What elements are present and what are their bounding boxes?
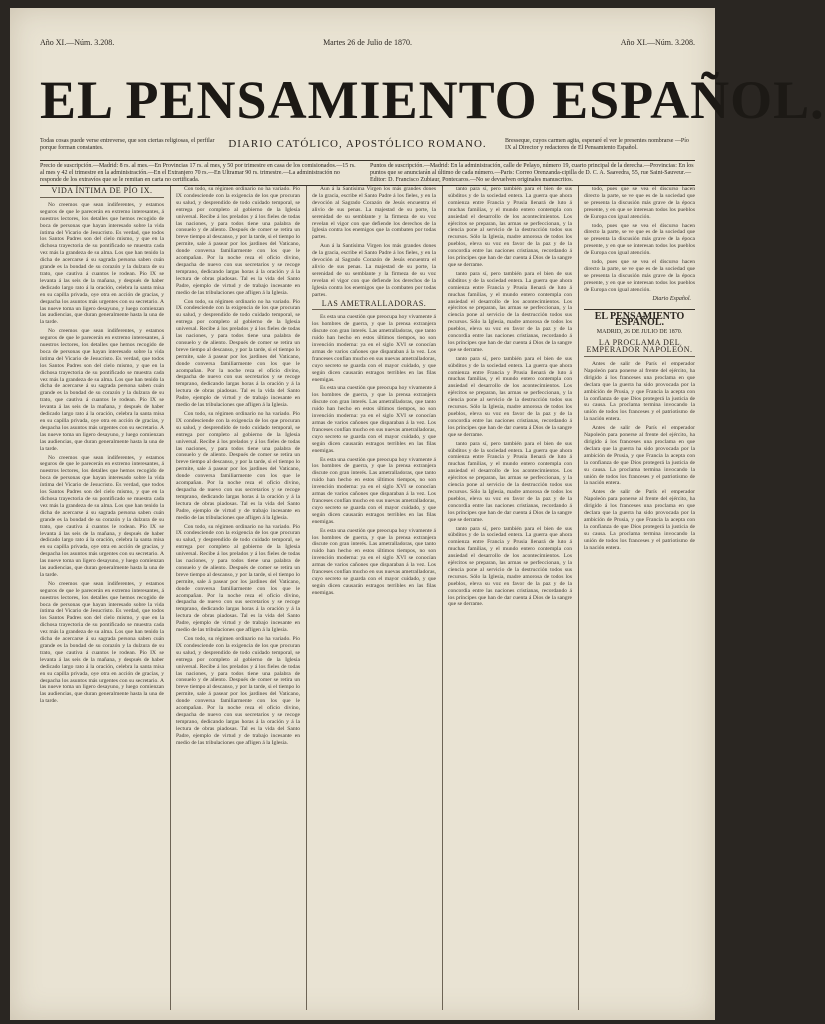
article-body: tanto para sí, pero también para el bien de sus súbditos y de la sociedad entera. La guerra que ahora comienza entre Francia y Prusia llenará de luto á muchas familias, y el mundo entero contempla con ansiedad el desarrollo de los acontecimientos. Los ejércitos se preparan, las armas se perfeccionan, y la ciencia pone al servicio de la destrucción todos sus recursos. Sólo la Iglesia, madre amorosa de todos los pueblos, eleva su voz en favor de la paz y de la concordia entre las naciones cristianas, recordando á los príncipes que han de dar cuenta á Dios de la sangre que se derrame. <box>448 270 572 353</box>
article-body: Es esta una cuestión que preocupa hoy vivamente á los hombres de guerra, y que la prensa extranjera discute con gran interés. Las ametralladoras, que tanto ruido han hecho en estos últimos tiempos, no son invención moderna: ya en el siglo XVI se conocían armas de varios cañones que disparaban á la vez. Los franceses confían mucho en sus nuevas ametralladoras, cuyo secreto se guarda con el mayor cuidado, y que según dicen causarán estragos terribles en las filas enemigas. <box>312 314 436 383</box>
article-body: No creemos que sean indiferentes, y estamos seguros de que le parecerán en extremo interesantes, á nuestros lectores, los detalles que hemos recogido de boca de personas que hayan interesado sobre la vida íntima del Vicario de Jesucristo. Es verdad, que todos los Santos Padres son del cielo mismo, y que en la dichosa trayectoria de su pontificado se muestra cada vez más la grandeza de su alma. Los que han tenido la dicha de acercarse á su sagrada persona saben cuán grande es la bondad de su corazón y la dulzura de su trato, que cautiva á cuantos le rodean. Pío IX se levanta á las seis de la mañana, y después de haber dedicado largo rato á la oración, celebra la santa misa en su capilla privada, oye otra en acción de gracias, y despacha los asuntos más urgentes con su secretario. A las nueve toma un ligero desayuno, y luego comienzan las audiencias, que duran generalmente hasta la una de la tarde. <box>40 454 164 578</box>
article-body: Con todo, su régimen ordinario no ha variado. Pío IX condesciende con la exigencia de los que procuran su salud, y desprendido de todo cuidado temporal, se entrega por completo al gobierno de la Iglesia universal. Recibe á los prelados y á los fieles de todas las naciones, y para todos tiene una palabra de consuelo y de aliento. Después de comer se retira un breve tiempo al descanso, y por la tarde, si el tiempo lo permite, sale á pasear por los jardines del Vaticano, donde conversa familiarmente con los que le acompañan. Por la noche reza el oficio divino, despacha de nuevo con sus secretarios y se recoge temprano, dedicando largas horas á la oración y á la lectura de obras piadosas. Tal es la vida del Santo Padre, ejemplo de virtud y de trabajo incesante en medio de las tribulaciones que afligen á la Iglesia. <box>176 636 300 746</box>
column-2 <box>176 186 300 1010</box>
article-body: Es esta una cuestión que preocupa hoy vivamente á los hombres de guerra, y que la prensa extranjera discute con gran interés. Las ametralladoras, que tanto ruido han hecho en estos últimos tiempos, no son invención moderna: ya en el siglo XVI se conocían armas de varios cañones que disparaban á la vez. Los franceses confían mucho en sus nuevas ametralladoras, cuyo secreto se guarda con el mayor cuidado, y que según dicen causarán estragos terribles en las filas enemigas. <box>312 527 436 596</box>
article-body: No creemos que sean indiferentes, y estamos seguros de que le parecerán en extremo interesantes, á nuestros lectores, los detalles que hemos recogido de boca de personas que hayan interesado sobre la vida íntima del Vicario de Jesucristo. Es verdad, que todos los Santos Padres son del cielo mismo, y que en la dichosa trayectoria de su pontificado se muestra cada vez más la grandeza de su alma. Los que han tenido la dicha de acercarse á su sagrada persona saben cuán grande es la bondad de su corazón y la dulzura de su trato, que cautiva á cuantos le rodean. Pío IX se levanta á las seis de la mañana, y después de haber dedicado largo rato á la oración, celebra la santa misa en su capilla privada, oye otra en acción de gracias, y despacha los asuntos más urgentes con su secretario. A las nueve toma un ligero desayuno, y luego comienzan las audiencias, que duran generalmente hasta la una de la tarde. <box>40 201 164 326</box>
subscription-info-bar <box>40 160 695 186</box>
article-heading-proclama: LA PROCLAMA DEL EMPERADOR NAPOLEÓN. <box>584 340 695 357</box>
section-title: EL PENSAMIENTO ESPAÑOL. <box>584 309 695 328</box>
price-info: Precio de suscripción.—Madrid: 8 rs. al mes.—En Provincias 17 rs. al mes, y 50 por trimestre en casa de los comisionados.—15 rs. al mes y 42 el trimestre en la administración.—En el Extranjero 70 rs.—En Ultramar 90 rs. trimestre.—La administración no responde de los extravíos que se le remitan en carta no certificada. <box>40 163 356 183</box>
newspaper-subtitle: DIARIO CATÓLICO, APOSTÓLICO ROMANO. <box>228 138 487 150</box>
article-body: tanto para sí, pero también para el bien de sus súbditos y de la sociedad entera. La guerra que ahora comienza entre Francia y Prusia llenará de luto á muchas familias, y el mundo entero contempla con ansiedad el desarrollo de los acontecimientos. Los ejércitos se preparan, las armas se perfeccionan, y la ciencia pone al servicio de la destrucción todos sus recursos. Sólo la Iglesia, madre amorosa de todos los pueblos, eleva su voz en favor de la paz y de la concordia entre las naciones cristianas, recordando á los príncipes que han de dar cuenta á Dios de la sangre que se derrame. <box>448 186 572 268</box>
article-body: tanto para sí, pero también para el bien de sus súbditos y de la sociedad entera. La guerra que ahora comienza entre Francia y Prusia llenará de luto á muchas familias, y el mundo entero contempla con ansiedad el desarrollo de los acontecimientos. Los ejércitos se preparan, las armas se perfeccionan, y la ciencia pone al servicio de la destrucción todos sus recursos. Sólo la Iglesia, madre amorosa de todos los pueblos, eleva su voz en favor de la paz y de la concordia entre las naciones cristianas, recordando á los príncipes que han de dar cuenta á Dios de la sangre que se derrame. <box>448 525 572 608</box>
article-body: Antes de salir de París el emperador Napoleón para ponerse al frente del ejército, ha dirigido á los franceses una proclama en que declara que la guerra ha sido provocada por la ambición de Prusia, y que Francia la acepta con la confianza de que Dios protegerá la justicia de su causa. La proclama termina invocando la unión de todos los franceses y el patriotismo de la nación entera. <box>584 425 695 487</box>
article-body: Antes de salir de París el emperador Napoleón para ponerse al frente del ejército, ha dirigido á los franceses una proclama en que declara que la guerra ha sido provocada por la ambición de Prusia, y que Francia la acepta con la confianza de que Dios protegerá la justicia de su causa. La proclama termina invocando la unión de todos los franceses y el patriotismo de la nación entera. <box>584 361 695 423</box>
article-body: todo, pues que se vea el discurso hacen directo la parte, se ve que es de la sociedad que se presenta la discusión más grave de la época presente, y en que se interesan todos los pueblos de Europa con igual atención. <box>584 222 695 257</box>
column-1 <box>40 186 164 1010</box>
column-divider <box>578 186 579 1010</box>
office-info: Puntos de suscripción.—Madrid: En la administración, calle de Pelayo, número 19, cuarto principal de la derecha.—Provincias: En los puntos que se anunciarán al último de cada número.—Paris: Correo Orenzanda-cipilla de D. C. A. Saavedra, 55, rue Saint-Sauveur.—Editor: D. Francisco Zubiaur, Pontecaros.—No se devuelven originales manuscritos. <box>370 163 694 183</box>
column-divider <box>170 186 171 1010</box>
left-motto: Todas cosas puede verse entreverse, que son ciertas religiosas, el perfilar porque forman constantes. <box>40 138 215 151</box>
subtitle-row <box>40 138 695 160</box>
article-body: No creemos que sean indiferentes, y estamos seguros de que le parecerán en extremo interesantes, á nuestros lectores, los detalles que hemos recogido de boca de personas que hayan interesado sobre la vida íntima del Vicario de Jesucristo. Es verdad, que todos los Santos Padres son del cielo mismo, y que en la dichosa trayectoria de su pontificado se muestra cada vez más la grandeza de su alma. Los que han tenido la dicha de acercarse á su sagrada persona saben cuán grande es la bondad de su corazón y la dulzura de su trato, que cautiva á cuantos le rodean. Pío IX se levanta á las seis de la mañana, y después de haber dedicado largo rato á la oración, celebra la santa misa en su capilla privada, oye otra en acción de gracias, y despacha los asuntos más urgentes con su secretario. A las nueve toma un ligero desayuno, y luego comienzan las audiencias, que duran generalmente hasta la una de la tarde. <box>40 328 164 452</box>
issue-number-right: Año XI.—Núm. 3.208. <box>620 38 695 47</box>
article-body: Aun á la Santísima Virgen los más grandes dones de la gracia, escribe el Santo Padre á los fieles, y en la devoción al Sagrado Corazón de Jesús encuentra el alivio de sus penas. La majestad de su porte, la serenidad de su semblante y la firmeza de su voz revelan el vigor con que defiende los derechos de la Iglesia contra los enemigos que la combaten por todas partes. <box>312 243 436 298</box>
article-body: Con todo, su régimen ordinario no ha variado. Pío IX condesciende con la exigencia de los que procuran su salud, y desprendido de todo cuidado temporal, se entrega por completo al gobierno de la Iglesia universal. Recibe á los prelados y á los fieles de todas las naciones, y para todos tiene una palabra de consuelo y de aliento. Después de comer se retira un breve tiempo al descanso, y por la tarde, si el tiempo lo permite, sale á pasear por los jardines del Vaticano, donde conversa familiarmente con los que le acompañan. Por la noche reza el oficio divino, despacha de nuevo con sus secretarios y se recoge temprano, dedicando largas horas á la oración y á la lectura de obras piadosas. Tal es la vida del Santo Padre, ejemplo de virtud y de trabajo incesante en medio de las tribulaciones que afligen á la Iglesia. <box>176 523 300 634</box>
article-body: Es esta una cuestión que preocupa hoy vivamente á los hombres de guerra, y que la prensa extranjera discute con gran interés. Las ametralladoras, que tanto ruido han hecho en estos últimos tiempos, no son invención moderna: ya en el siglo XVI se conocían armas de varios cañones que disparaban á la vez. Los franceses confían mucho en sus nuevas ametralladoras, cuyo secreto se guarda con el mayor cuidado, y que según dicen causarán estragos terribles en las filas enemigas. <box>312 385 436 454</box>
article-columns <box>40 186 695 1010</box>
article-heading-ametralladoras: LAS AMETRALLADORAS. <box>312 301 436 311</box>
column-divider <box>442 186 443 1010</box>
article-body: Aun á la Santísima Virgen los más grandes dones de la gracia, escribe el Santo Padre á los fieles, y en la devoción al Sagrado Corazón de Jesús encuentra el alivio de sus penas. La majestad de su porte, la serenidad de su semblante y la firmeza de su voz revelan el vigor con que defiende los derechos de la Iglesia contra los enemigos que la combaten por todas partes. <box>312 186 436 241</box>
column-3 <box>312 186 436 1010</box>
issue-number-left: Año XI.—Núm. 3.208. <box>40 38 115 47</box>
masthead-title: EL PENSAMIENTO ESPAÑOL. <box>40 70 825 130</box>
article-body: tanto para sí, pero también para el bien de sus súbditos y de la sociedad entera. La guerra que ahora comienza entre Francia y Prusia llenará de luto á muchas familias, y el mundo entero contempla con ansiedad el desarrollo de los acontecimientos. Los ejércitos se preparan, las armas se perfeccionan, y la ciencia pone al servicio de la destrucción todos sus recursos. Sólo la Iglesia, madre amorosa de todos los pueblos, eleva su voz en favor de la paz y de la concordia entre las naciones cristianas, recordando á los príncipes que han de dar cuenta á Dios de la sangre que se derrame. <box>448 355 572 438</box>
newspaper-page <box>10 8 825 1020</box>
right-motto: Bresseque, cuyos carmen agita, esperaré el ver le presentes nombrarse —Pío IX al Director y redactores de El Pensamiento Español. <box>505 138 689 151</box>
article-heading-vida-intima: VIDA ÍNTIMA DE PÍO IX. <box>40 188 164 198</box>
article-body: Con todo, su régimen ordinario no ha variado. Pío IX condesciende con la exigencia de los que procuran su salud, y desprendido de todo cuidado temporal, se entrega por completo al gobierno de la Iglesia universal. Recibe á los prelados y á los fieles de todas las naciones, y para todos tiene una palabra de consuelo y de aliento. Después de comer se retira un breve tiempo al descanso, y por la tarde, si el tiempo lo permite, sale á pasear por los jardines del Vaticano, donde conversa familiarmente con los que le acompañan. Por la noche reza el oficio divino, despacha de nuevo con sus secretarios y se recoge temprano, dedicando largas horas á la oración y á la lectura de obras piadosas. Tal es la vida del Santo Padre, ejemplo de virtud y de trabajo incesante en medio de las tribulaciones que afligen á la Iglesia. <box>176 186 300 296</box>
article-body: Con todo, su régimen ordinario no ha variado. Pío IX condesciende con la exigencia de los que procuran su salud, y desprendido de todo cuidado temporal, se entrega por completo al gobierno de la Iglesia universal. Recibe á los prelados y á los fieles de todas las naciones, y para todos tiene una palabra de consuelo y de aliento. Después de comer se retira un breve tiempo al descanso, y por la tarde, si el tiempo lo permite, sale á pasear por los jardines del Vaticano, donde conversa familiarmente con los que le acompañan. Por la noche reza el oficio divino, despacha de nuevo con sus secretarios y se recoge temprano, dedicando largas horas á la oración y á la lectura de obras piadosas. Tal es la vida del Santo Padre, ejemplo de virtud y de trabajo incesante en medio de las tribulaciones que afligen á la Iglesia. <box>176 298 300 409</box>
issue-date: Martes 26 de Julio de 1870. <box>323 38 412 47</box>
article-body: Antes de salir de París el emperador Napoleón para ponerse al frente del ejército, ha dirigido á los franceses una proclama en que declara que la guerra ha sido provocada por la ambición de Prusia, y que Francia la acepta con la confianza de que Dios protegerá la justicia de su causa. La proclama termina invocando la unión de todos los franceses y el patriotismo de la nación entera. <box>584 489 695 551</box>
article-body: todo, pues que se vea el discurso hacen directo la parte, se ve que es de la sociedad que se presenta la discusión más grave de la época presente, y en que se interesan todos los pueblos de Europa con igual atención. <box>584 259 695 293</box>
column-divider <box>306 186 307 1010</box>
section-dateline: MADRID, 26 DE JULIO DE 1870. <box>596 329 683 336</box>
article-body: Es esta una cuestión que preocupa hoy vivamente á los hombres de guerra, y que la prensa extranjera discute con gran interés. Las ametralladoras, que tanto ruido han hecho en estos últimos tiempos, no son invención moderna: ya en el siglo XVI se conocían armas de varios cañones que disparaban á la vez. Los franceses confían mucho en sus nuevas ametralladoras, cuyo secreto se guarda con el mayor cuidado, y que según dicen causarán estragos terribles en las filas enemigas. <box>312 456 436 525</box>
article-signature: Diario Español. <box>652 295 691 302</box>
column-5 <box>584 186 695 1010</box>
article-body: No creemos que sean indiferentes, y estamos seguros de que le parecerán en extremo interesantes, á nuestros lectores, los detalles que hemos recogido de boca de personas que hayan interesado sobre la vida íntima del Vicario de Jesucristo. Es verdad, que todos los Santos Padres son del cielo mismo, y que en la dichosa trayectoria de su pontificado se muestra cada vez más la grandeza de su alma. Los que han tenido la dicha de acercarse á su sagrada persona saben cuán grande es la bondad de su corazón y la dulzura de su trato, que cautiva á cuantos le rodean. Pío IX se levanta á las seis de la mañana, y después de haber dedicado largo rato á la oración, celebra la santa misa en su capilla privada, oye otra en acción de gracias, y despacha los asuntos más urgentes con su secretario. A las nueve toma un ligero desayuno, y luego comienzan las audiencias, que duran generalmente hasta la una de la tarde. <box>40 580 164 705</box>
article-body: Con todo, su régimen ordinario no ha variado. Pío IX condesciende con la exigencia de los que procuran su salud, y desprendido de todo cuidado temporal, se entrega por completo al gobierno de la Iglesia universal. Recibe á los prelados y á los fieles de todas las naciones, y para todos tiene una palabra de consuelo y de aliento. Después de comer se retira un breve tiempo al descanso, y por la tarde, si el tiempo lo permite, sale á pasear por los jardines del Vaticano, donde conversa familiarmente con los que le acompañan. Por la noche reza el oficio divino, despacha de nuevo con sus secretarios y se recoge temprano, dedicando largas horas á la oración y á la lectura de obras piadosas. Tal es la vida del Santo Padre, ejemplo de virtud y de trabajo incesante en medio de las tribulaciones que afligen á la Iglesia. <box>176 411 300 521</box>
column-4 <box>448 186 572 1010</box>
article-body: tanto para sí, pero también para el bien de sus súbditos y de la sociedad entera. La guerra que ahora comienza entre Francia y Prusia llenará de luto á muchas familias, y el mundo entero contempla con ansiedad el desarrollo de los acontecimientos. Los ejércitos se preparan, las armas se perfeccionan, y la ciencia pone al servicio de la destrucción todos sus recursos. Sólo la Iglesia, madre amorosa de todos los pueblos, eleva su voz en favor de la paz y de la concordia entre las naciones cristianas, recordando á los príncipes que han de dar cuenta á Dios de la sangre que se derrame. <box>448 440 572 523</box>
article-body: todo, pues que se vea el discurso hacen directo la parte, se ve que es de la sociedad que se presenta la discusión más grave de la época presente, y en que se interesan todos los pueblos de Europa con igual atención. <box>584 186 695 220</box>
issue-line <box>40 38 695 52</box>
